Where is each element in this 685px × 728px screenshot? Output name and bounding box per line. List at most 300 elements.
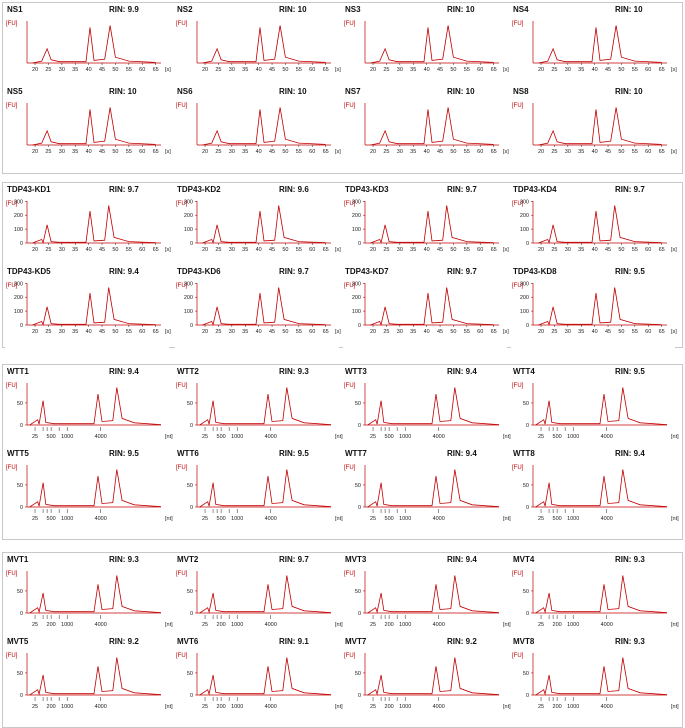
x-unit-label: [s] bbox=[335, 247, 341, 253]
x-tick-label: 60 bbox=[139, 329, 146, 335]
x-tick-label: 4000 bbox=[94, 434, 107, 440]
electropherogram bbox=[175, 277, 339, 343]
y-axis-label: [FU] bbox=[512, 465, 524, 471]
y-axis-label: [FU] bbox=[6, 201, 18, 207]
x-tick-label: 25 bbox=[215, 149, 222, 155]
sample-name: TDP43-KD4 bbox=[513, 185, 557, 194]
x-tick-label: 4000 bbox=[600, 434, 613, 440]
electropherogram bbox=[175, 15, 339, 81]
x-unit-label: [s] bbox=[165, 329, 171, 335]
y-tick-label: 50 bbox=[16, 482, 23, 489]
x-unit-label: [nt] bbox=[335, 704, 343, 710]
rin-value: RIN: 10 bbox=[447, 87, 475, 96]
trace-line bbox=[536, 576, 667, 614]
x-tick-label: 35 bbox=[242, 247, 249, 253]
x-tick-label: 65 bbox=[152, 329, 159, 335]
sample-name: TDP43-KD7 bbox=[345, 267, 389, 276]
y-tick-label: 200 bbox=[13, 295, 23, 302]
x-tick-label: 50 bbox=[282, 247, 289, 253]
electropherogram bbox=[5, 647, 173, 713]
rin-value: RIN: 10 bbox=[109, 87, 137, 96]
x-tick-label: 25 bbox=[215, 67, 222, 73]
y-axis-label: [FU] bbox=[6, 465, 18, 471]
x-unit-label: [nt] bbox=[671, 622, 679, 628]
y-axis-label: [FU] bbox=[176, 201, 188, 207]
x-tick-label: 65 bbox=[490, 149, 497, 155]
x-tick-label: 40 bbox=[255, 247, 262, 253]
rin-value: RIN: 9.7 bbox=[279, 555, 309, 564]
trace-line bbox=[30, 470, 161, 508]
x-tick-label: 200 bbox=[46, 622, 56, 628]
x-tick-label: 20 bbox=[537, 149, 545, 155]
x-tick-label: 40 bbox=[85, 67, 92, 73]
x-tick-label: 65 bbox=[152, 247, 159, 253]
y-tick-label: 50 bbox=[354, 588, 361, 595]
panel-tdp43-kd2 bbox=[175, 185, 339, 271]
sample-name: NS7 bbox=[345, 87, 361, 96]
sample-name: TDP43-KD6 bbox=[177, 267, 221, 276]
x-tick-label: 500 bbox=[46, 516, 56, 522]
y-tick-label: 200 bbox=[351, 295, 361, 302]
x-tick-label: 50 bbox=[450, 149, 457, 155]
x-tick-label: 55 bbox=[631, 329, 638, 335]
x-tick-label: 50 bbox=[112, 247, 119, 253]
panel-wtt4 bbox=[511, 367, 679, 453]
x-tick-label: 45 bbox=[268, 329, 276, 335]
trace-line bbox=[202, 108, 325, 146]
x-tick-label: 65 bbox=[322, 247, 329, 253]
y-axis-label: [FU] bbox=[176, 103, 188, 109]
x-tick-label: 45 bbox=[98, 67, 106, 73]
trace-line bbox=[538, 288, 661, 326]
x-tick-label: 40 bbox=[591, 67, 598, 73]
sample-name: MVT7 bbox=[345, 637, 367, 646]
x-tick-label: 30 bbox=[396, 329, 403, 335]
x-tick-label: 60 bbox=[477, 247, 484, 253]
x-unit-label: [nt] bbox=[671, 704, 679, 710]
x-tick-label: 35 bbox=[72, 329, 79, 335]
x-tick-label: 60 bbox=[309, 329, 316, 335]
x-tick-label: 60 bbox=[309, 247, 316, 253]
panel-wtt1 bbox=[5, 367, 173, 453]
panel-tdp43-kd4 bbox=[511, 185, 675, 271]
panel-tdp43-kd5 bbox=[5, 267, 169, 353]
y-axis-label: [FU] bbox=[176, 465, 188, 471]
electropherogram bbox=[5, 459, 173, 525]
electropherogram bbox=[511, 565, 679, 631]
x-tick-label: 25 bbox=[551, 247, 558, 253]
x-tick-label: 25 bbox=[45, 247, 52, 253]
trace-line bbox=[32, 288, 155, 326]
y-tick-label: 100 bbox=[351, 309, 361, 316]
x-tick-label: 20 bbox=[31, 149, 39, 155]
rin-value: RIN: 9.9 bbox=[109, 5, 139, 14]
rin-value: RIN: 9.2 bbox=[109, 637, 139, 646]
x-tick-label: 25 bbox=[45, 149, 52, 155]
x-tick-label: 65 bbox=[152, 67, 159, 73]
x-tick-label: 30 bbox=[396, 67, 403, 73]
y-axis-label: [FU] bbox=[344, 465, 356, 471]
x-tick-label: 30 bbox=[58, 149, 65, 155]
panel-mvt4 bbox=[511, 555, 679, 641]
y-axis-label: [FU] bbox=[6, 21, 18, 27]
panel-tdp43-kd3 bbox=[343, 185, 507, 271]
x-tick-label: 1000 bbox=[231, 516, 244, 522]
trace-line bbox=[32, 206, 155, 244]
electropherogram bbox=[343, 195, 507, 261]
y-axis-label: [FU] bbox=[344, 653, 356, 659]
sample-name: WTT2 bbox=[177, 367, 199, 376]
panel-wtt8 bbox=[511, 449, 679, 535]
x-tick-label: 60 bbox=[477, 329, 484, 335]
y-axis-label: [FU] bbox=[344, 383, 356, 389]
electropherogram bbox=[511, 647, 679, 713]
y-tick-label: 0 bbox=[19, 693, 23, 699]
trace-line bbox=[30, 388, 161, 426]
y-tick-label: 300 bbox=[183, 281, 193, 288]
x-tick-label: 55 bbox=[463, 247, 470, 253]
x-unit-label: [s] bbox=[335, 149, 341, 155]
x-tick-label: 45 bbox=[268, 67, 276, 73]
rin-value: RIN: 10 bbox=[615, 87, 643, 96]
x-tick-label: 4000 bbox=[264, 622, 277, 628]
y-tick-label: 0 bbox=[19, 423, 23, 429]
x-tick-label: 25 bbox=[31, 704, 39, 710]
rin-value: RIN: 9.5 bbox=[109, 449, 139, 458]
x-tick-label: 20 bbox=[369, 329, 377, 335]
x-tick-label: 50 bbox=[282, 329, 289, 335]
trace-line bbox=[200, 388, 331, 426]
x-tick-label: 1000 bbox=[61, 622, 74, 628]
y-tick-label: 0 bbox=[525, 611, 529, 617]
x-tick-label: 50 bbox=[112, 67, 119, 73]
electropherogram bbox=[343, 15, 507, 81]
panel-tdp43-kd6 bbox=[175, 267, 339, 353]
x-tick-label: 500 bbox=[46, 434, 56, 440]
y-tick-label: 50 bbox=[186, 400, 193, 407]
rin-value: RIN: 9.4 bbox=[447, 367, 477, 376]
x-tick-label: 20 bbox=[369, 67, 377, 73]
sample-name: NS4 bbox=[513, 5, 529, 14]
trace-line bbox=[370, 206, 493, 244]
x-tick-label: 4000 bbox=[94, 516, 107, 522]
trace-line bbox=[368, 658, 499, 696]
x-tick-label: 55 bbox=[125, 247, 132, 253]
trace-line bbox=[202, 288, 325, 326]
trace-line bbox=[368, 576, 499, 614]
x-tick-label: 50 bbox=[450, 329, 457, 335]
x-tick-label: 55 bbox=[125, 67, 132, 73]
panel-tdp43-kd1 bbox=[5, 185, 169, 271]
y-tick-label: 50 bbox=[522, 588, 529, 595]
y-tick-label: 0 bbox=[19, 323, 23, 329]
x-unit-label: [s] bbox=[671, 247, 677, 253]
x-tick-label: 35 bbox=[578, 247, 585, 253]
y-tick-label: 0 bbox=[189, 241, 193, 247]
x-tick-label: 50 bbox=[618, 149, 625, 155]
x-tick-label: 40 bbox=[423, 67, 430, 73]
x-tick-label: 45 bbox=[436, 67, 444, 73]
x-tick-label: 1000 bbox=[61, 704, 74, 710]
x-unit-label: [nt] bbox=[503, 622, 511, 628]
trace-line bbox=[200, 658, 331, 696]
y-tick-label: 0 bbox=[357, 423, 361, 429]
rin-value: RIN: 9.5 bbox=[279, 449, 309, 458]
section-ns bbox=[2, 2, 683, 174]
y-tick-label: 0 bbox=[189, 423, 193, 429]
y-axis-label: [FU] bbox=[6, 103, 18, 109]
x-tick-label: 1000 bbox=[399, 516, 412, 522]
x-tick-label: 35 bbox=[410, 329, 417, 335]
electropherogram bbox=[5, 195, 169, 261]
panel-ns4 bbox=[511, 5, 675, 91]
x-tick-label: 20 bbox=[537, 67, 545, 73]
x-tick-label: 65 bbox=[658, 149, 665, 155]
y-tick-label: 200 bbox=[183, 213, 193, 220]
x-tick-label: 30 bbox=[58, 329, 65, 335]
y-tick-label: 100 bbox=[351, 227, 361, 234]
sample-name: WTT1 bbox=[7, 367, 29, 376]
sample-name: MVT1 bbox=[7, 555, 29, 564]
sample-name: NS2 bbox=[177, 5, 193, 14]
x-tick-label: 55 bbox=[295, 149, 302, 155]
x-tick-label: 45 bbox=[268, 247, 276, 253]
x-tick-label: 25 bbox=[201, 704, 209, 710]
trace-line bbox=[30, 658, 161, 696]
x-tick-label: 50 bbox=[112, 329, 119, 335]
x-tick-label: 65 bbox=[322, 67, 329, 73]
x-tick-label: 25 bbox=[383, 67, 390, 73]
x-tick-label: 40 bbox=[423, 247, 430, 253]
trace-line bbox=[536, 658, 667, 696]
y-tick-label: 50 bbox=[186, 670, 193, 677]
y-tick-label: 0 bbox=[525, 693, 529, 699]
sample-name: NS1 bbox=[7, 5, 23, 14]
x-tick-label: 1000 bbox=[567, 704, 580, 710]
y-tick-label: 300 bbox=[351, 281, 361, 288]
electropherogram bbox=[175, 195, 339, 261]
x-tick-label: 25 bbox=[369, 434, 377, 440]
electropherogram bbox=[343, 377, 511, 443]
x-tick-label: 25 bbox=[551, 149, 558, 155]
x-tick-label: 500 bbox=[384, 434, 394, 440]
sample-name: NS8 bbox=[513, 87, 529, 96]
x-tick-label: 25 bbox=[369, 704, 377, 710]
y-axis-label: [FU] bbox=[6, 383, 18, 389]
x-tick-label: 40 bbox=[255, 67, 262, 73]
panel-ns6 bbox=[175, 87, 339, 173]
x-tick-label: 25 bbox=[215, 329, 222, 335]
x-tick-label: 20 bbox=[369, 149, 377, 155]
x-tick-label: 1000 bbox=[399, 704, 412, 710]
rin-value: RIN: 10 bbox=[279, 5, 307, 14]
rin-value: RIN: 9.3 bbox=[615, 555, 645, 564]
x-tick-label: 500 bbox=[216, 516, 226, 522]
electropherogram bbox=[511, 97, 675, 163]
x-tick-label: 20 bbox=[201, 247, 209, 253]
x-tick-label: 65 bbox=[322, 329, 329, 335]
y-tick-label: 100 bbox=[183, 227, 193, 234]
electropherogram bbox=[175, 565, 343, 631]
x-tick-label: 25 bbox=[201, 622, 209, 628]
x-tick-label: 25 bbox=[201, 516, 209, 522]
rin-value: RIN: 9.1 bbox=[279, 637, 309, 646]
sample-name: TDP43-KD8 bbox=[513, 267, 557, 276]
sample-name: MVT5 bbox=[7, 637, 29, 646]
trace-line bbox=[368, 470, 499, 508]
panel-ns1 bbox=[5, 5, 169, 91]
x-tick-label: 35 bbox=[410, 149, 417, 155]
y-tick-label: 200 bbox=[519, 213, 529, 220]
x-tick-label: 55 bbox=[631, 67, 638, 73]
trace-line bbox=[202, 206, 325, 244]
x-unit-label: [s] bbox=[335, 329, 341, 335]
x-unit-label: [s] bbox=[165, 247, 171, 253]
y-tick-label: 0 bbox=[525, 505, 529, 511]
rin-value: RIN: 9.4 bbox=[109, 367, 139, 376]
x-tick-label: 30 bbox=[228, 67, 235, 73]
x-unit-label: [s] bbox=[671, 329, 677, 335]
x-tick-label: 45 bbox=[268, 149, 276, 155]
x-tick-label: 30 bbox=[396, 149, 403, 155]
x-tick-label: 45 bbox=[436, 247, 444, 253]
rin-value: RIN: 10 bbox=[279, 87, 307, 96]
electropherogram bbox=[511, 195, 675, 261]
y-axis-label: [FU] bbox=[512, 201, 524, 207]
x-tick-label: 65 bbox=[152, 149, 159, 155]
rin-value: RIN: 9.3 bbox=[109, 555, 139, 564]
y-axis-label: [FU] bbox=[6, 571, 18, 577]
x-tick-label: 60 bbox=[477, 67, 484, 73]
panel-mvt5 bbox=[5, 637, 173, 723]
sample-name: WTT3 bbox=[345, 367, 367, 376]
electropherogram bbox=[175, 647, 343, 713]
x-tick-label: 45 bbox=[604, 247, 612, 253]
x-tick-label: 20 bbox=[201, 149, 209, 155]
rin-value: RIN: 9.7 bbox=[109, 185, 139, 194]
x-tick-label: 30 bbox=[564, 329, 571, 335]
x-tick-label: 35 bbox=[242, 329, 249, 335]
x-tick-label: 20 bbox=[31, 329, 39, 335]
panel-mvt6 bbox=[175, 637, 343, 723]
x-tick-label: 60 bbox=[139, 67, 146, 73]
y-tick-label: 200 bbox=[183, 295, 193, 302]
rin-value: RIN: 9.5 bbox=[615, 267, 645, 276]
y-tick-label: 50 bbox=[522, 482, 529, 489]
electropherogram bbox=[511, 15, 675, 81]
sample-name: NS3 bbox=[345, 5, 361, 14]
sample-name: MVT6 bbox=[177, 637, 199, 646]
x-unit-label: [nt] bbox=[165, 434, 173, 440]
rin-value: RIN: 9.5 bbox=[615, 367, 645, 376]
x-tick-label: 30 bbox=[564, 149, 571, 155]
x-tick-label: 45 bbox=[436, 149, 444, 155]
x-tick-label: 25 bbox=[537, 434, 545, 440]
electropherogram bbox=[5, 15, 169, 81]
x-unit-label: [s] bbox=[503, 149, 509, 155]
x-tick-label: 25 bbox=[383, 247, 390, 253]
x-tick-label: 25 bbox=[383, 149, 390, 155]
x-tick-label: 50 bbox=[282, 67, 289, 73]
x-tick-label: 200 bbox=[46, 704, 56, 710]
x-tick-label: 30 bbox=[58, 247, 65, 253]
y-axis-label: [FU] bbox=[512, 571, 524, 577]
y-axis-label: [FU] bbox=[176, 653, 188, 659]
x-unit-label: [nt] bbox=[165, 516, 173, 522]
x-tick-label: 4000 bbox=[432, 434, 445, 440]
sample-name: TDP43-KD3 bbox=[345, 185, 389, 194]
panel-wtt5 bbox=[5, 449, 173, 535]
y-axis-label: [FU] bbox=[512, 21, 524, 27]
y-tick-label: 0 bbox=[357, 323, 361, 329]
y-axis-label: [FU] bbox=[512, 653, 524, 659]
x-tick-label: 200 bbox=[552, 704, 562, 710]
y-axis-label: [FU] bbox=[344, 21, 356, 27]
rin-value: RIN: 9.7 bbox=[615, 185, 645, 194]
x-tick-label: 55 bbox=[631, 247, 638, 253]
x-tick-label: 45 bbox=[604, 149, 612, 155]
y-tick-label: 50 bbox=[16, 400, 23, 407]
x-tick-label: 65 bbox=[490, 247, 497, 253]
x-tick-label: 45 bbox=[604, 329, 612, 335]
x-tick-label: 25 bbox=[537, 704, 545, 710]
x-unit-label: [s] bbox=[503, 329, 509, 335]
y-axis-label: [FU] bbox=[512, 383, 524, 389]
x-tick-label: 35 bbox=[242, 67, 249, 73]
x-tick-label: 60 bbox=[645, 247, 652, 253]
y-tick-label: 0 bbox=[189, 611, 193, 617]
sample-name: WTT8 bbox=[513, 449, 535, 458]
x-tick-label: 50 bbox=[618, 67, 625, 73]
y-axis-label: [FU] bbox=[176, 383, 188, 389]
x-tick-label: 50 bbox=[450, 247, 457, 253]
x-unit-label: [nt] bbox=[335, 516, 343, 522]
x-tick-label: 60 bbox=[309, 67, 316, 73]
electropherogram bbox=[343, 277, 507, 343]
y-axis-label: [FU] bbox=[344, 571, 356, 577]
trace-line bbox=[536, 470, 667, 508]
electropherogram bbox=[175, 97, 339, 163]
x-tick-label: 4000 bbox=[600, 704, 613, 710]
x-tick-label: 35 bbox=[578, 67, 585, 73]
electropherogram bbox=[511, 459, 679, 525]
x-tick-label: 4000 bbox=[264, 704, 277, 710]
rin-value: RIN: 9.6 bbox=[279, 185, 309, 194]
x-tick-label: 20 bbox=[31, 247, 39, 253]
trace-line bbox=[368, 388, 499, 426]
x-tick-label: 20 bbox=[31, 67, 39, 73]
y-tick-label: 50 bbox=[16, 670, 23, 677]
sample-name: MVT4 bbox=[513, 555, 535, 564]
panel-ns7 bbox=[343, 87, 507, 173]
x-tick-label: 40 bbox=[255, 329, 262, 335]
trace-line bbox=[538, 108, 661, 146]
rin-value: RIN: 9.7 bbox=[279, 267, 309, 276]
x-tick-label: 35 bbox=[578, 329, 585, 335]
panel-mvt1 bbox=[5, 555, 173, 641]
y-tick-label: 300 bbox=[13, 281, 23, 288]
x-tick-label: 35 bbox=[578, 149, 585, 155]
y-tick-label: 50 bbox=[522, 400, 529, 407]
x-tick-label: 55 bbox=[463, 329, 470, 335]
panel-ns2 bbox=[175, 5, 339, 91]
panel-tdp43-kd8 bbox=[511, 267, 675, 353]
electropherogram bbox=[343, 97, 507, 163]
x-tick-label: 55 bbox=[631, 149, 638, 155]
x-tick-label: 1000 bbox=[567, 434, 580, 440]
y-tick-label: 50 bbox=[354, 670, 361, 677]
electropherogram bbox=[511, 277, 675, 343]
